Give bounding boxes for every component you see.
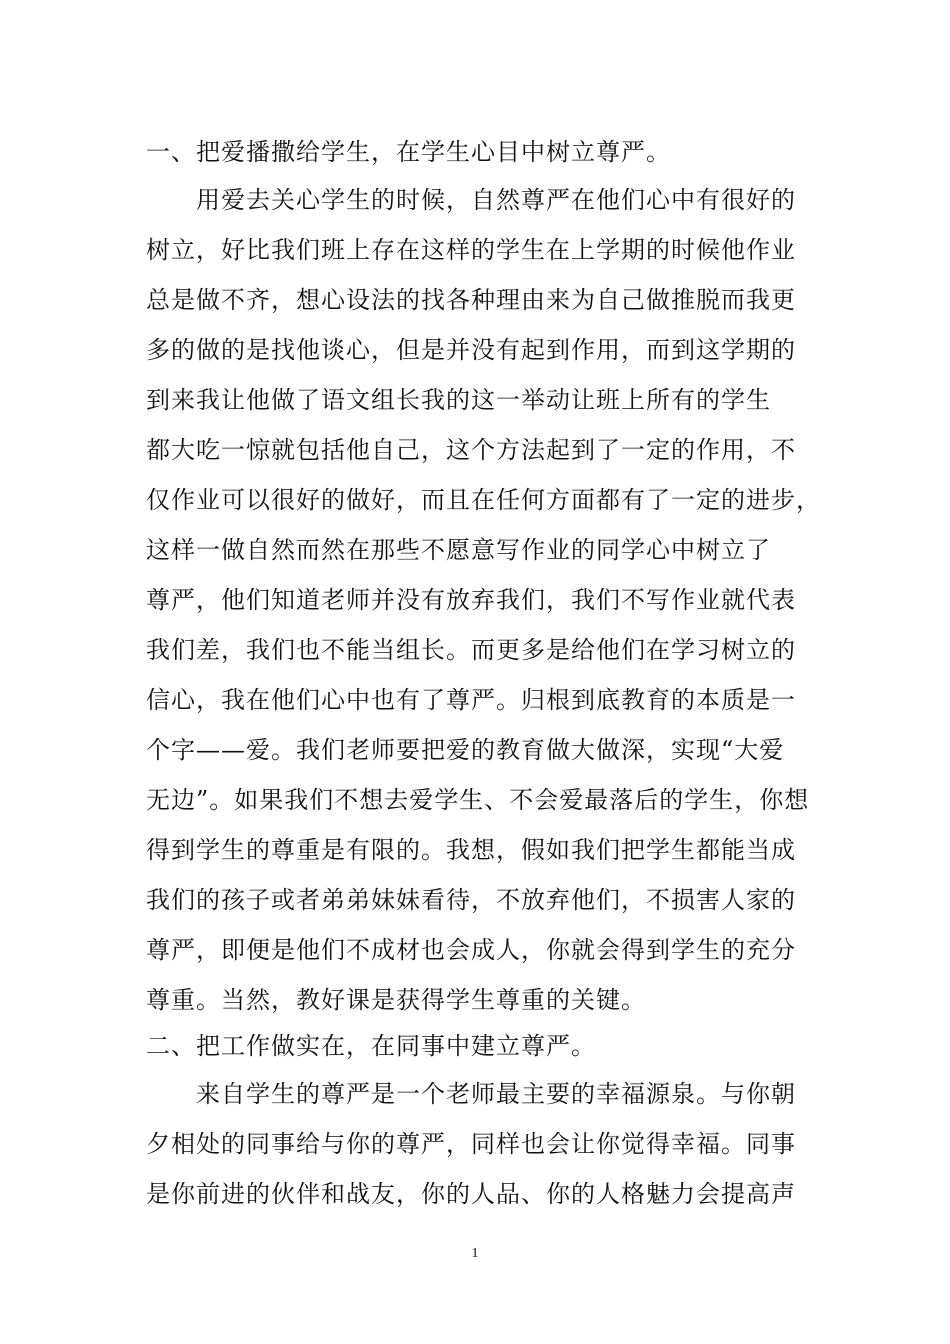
text-line: 我们差，我们也不能当组长。而更多是给他们在学习树立的	[146, 636, 796, 664]
text-line: 无边”。如果我们不想去爱学生、不会爱最落后的学生，你想	[146, 786, 810, 814]
text-line: 仅作业可以很好的做好，而且在任何方面都有了一定的进步，	[146, 486, 821, 514]
text-line: 到来我让他做了语文组长我的这一举动让班上所有的学生	[146, 386, 771, 414]
text-line: 是你前进的伙伴和战友，你的人品、你的人格魅力会提高声	[146, 1180, 796, 1208]
text-line: 信心，我在他们心中也有了尊严。归根到底教育的本质是一	[146, 686, 796, 714]
text-line: 总是做不齐，想心设法的找各种理由来为自己做推脱而我更	[146, 286, 796, 314]
text-line: 用爱去关心学生的时候，自然尊严在他们心中有很好的	[146, 186, 796, 214]
text-line: 多的做的是找他谈心，但是并没有起到作用，而到这学期的	[146, 336, 796, 364]
text-line: 都大吃一惊就包括他自己，这个方法起到了一定的作用，不	[146, 436, 796, 464]
text-line: 尊严，即便是他们不成材也会成人，你就会得到学生的充分	[146, 936, 796, 964]
text-line: 得到学生的尊重是有限的。我想，假如我们把学生都能当成	[146, 836, 796, 864]
text-line: 我们的孩子或者弟弟妹妹看待，不放弃他们，不损害人家的	[146, 886, 796, 914]
text-line: 来自学生的尊严是一个老师最主要的幸福源泉。与你朝	[146, 1080, 796, 1108]
heading-line: 一、把爱播撒给学生，在学生心目中树立尊严。	[146, 138, 671, 166]
text-line: 个字——爱。我们老师要把爱的教育做大做深，实现“大爱	[146, 736, 785, 764]
heading-line: 二、把工作做实在，在同事中建立尊严。	[146, 1032, 596, 1060]
text-line: 夕相处的同事给与你的尊严，同样也会让你觉得幸福。同事	[146, 1130, 796, 1158]
text-line: 尊重。当然，教好课是获得学生尊重的关键。	[146, 986, 646, 1014]
text-line: 尊严，他们知道老师并没有放弃我们，我们不写作业就代表	[146, 586, 796, 614]
text-line: 这样一做自然而然在那些不愿意写作业的同学心中树立了	[146, 536, 771, 564]
page-number: 1	[471, 1246, 479, 1261]
text-line: 树立，好比我们班上存在这样的学生在上学期的时候他作业	[146, 236, 796, 264]
